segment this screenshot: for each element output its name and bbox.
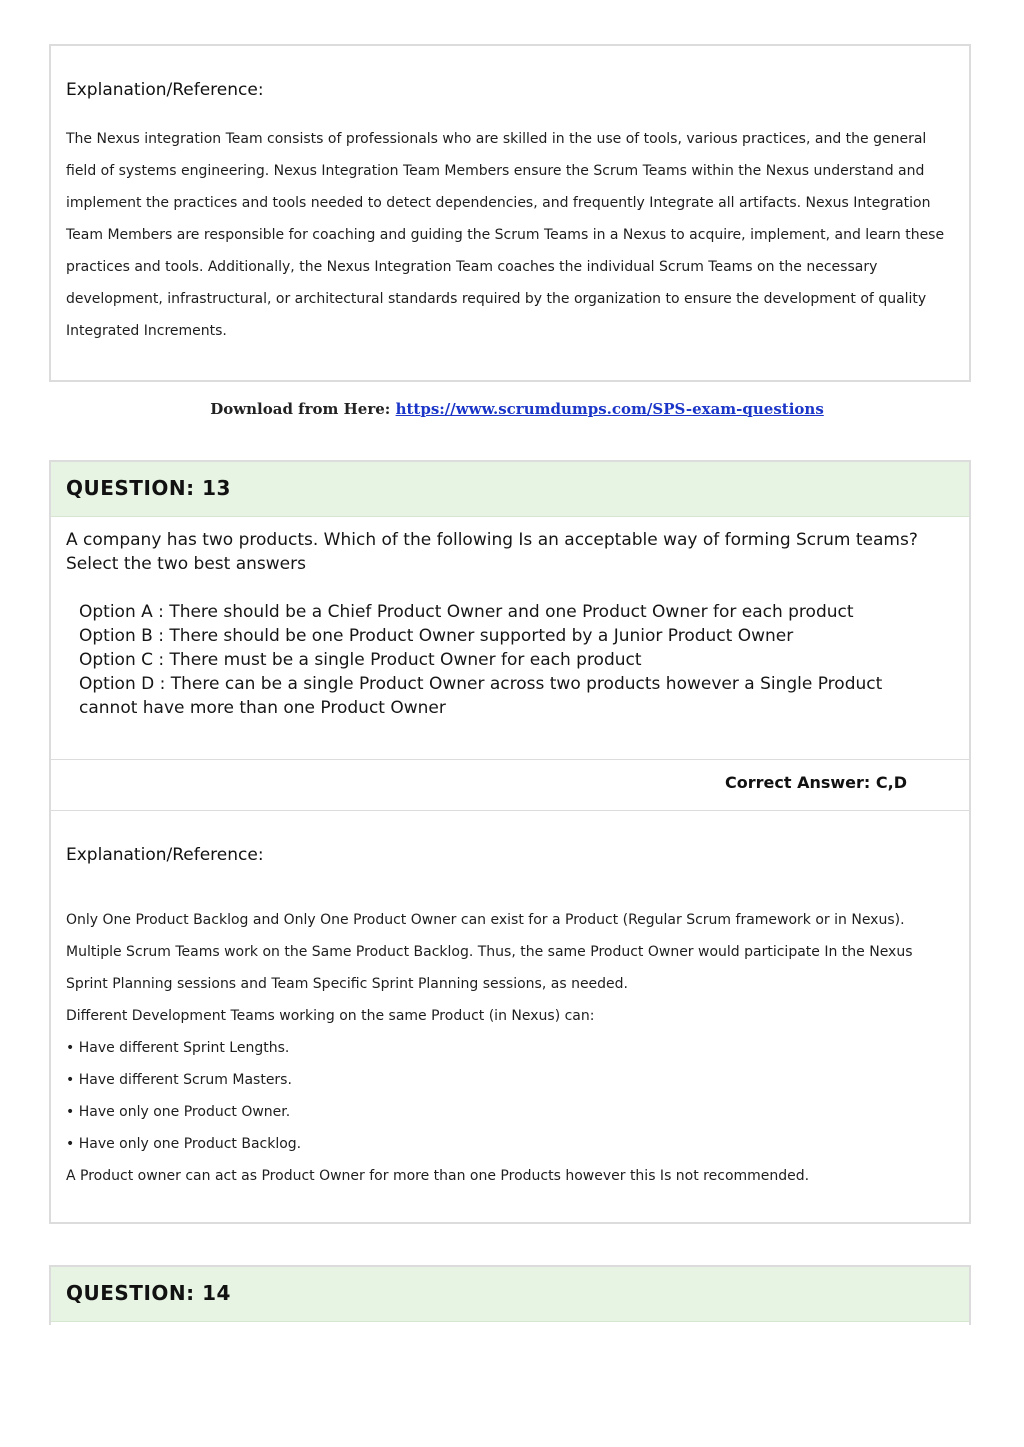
bullet-item: • Have only one Product Owner.: [66, 1104, 291, 1120]
download-line: [0, 400, 1024, 418]
question-header: [51, 1267, 969, 1322]
download-link[interactable]: https://www.scrumdumps.com/SPS-exam-questions: [395, 400, 824, 418]
divider: [51, 759, 969, 760]
bullet-item: • Have only one Product Backlog.: [66, 1136, 302, 1152]
explanation-heading: Explanation/Reference:: [66, 845, 264, 865]
options-list: [79, 600, 939, 720]
explanation-line: Different Development Teams working on the same Product (in Nexus) can:: [66, 1008, 595, 1024]
option-a: Option A : There should be a Chief Product Owner and one Product Owner for each product: [79, 602, 854, 622]
explanation-box-q12: [49, 44, 971, 382]
option-d: Option D : There can be a single Product Owner across two products however a Single Product cannot have more than one Product Owner: [79, 674, 883, 718]
explanation-line: A Product owner can act as Product Owner for more than one Products however this Is not recommended.: [66, 1168, 810, 1184]
question-title: QUESTION: 14: [66, 1281, 231, 1305]
correct-answer: Correct Answer: C,D: [725, 773, 907, 792]
explanation-line: Only One Product Backlog and Only One Product Owner can exist for a Product (Regular Scrum framework or in Nexus). Multiple Scrum Teams work on the Same Product Backlog. Thus, the same Product Owner would participate In the Nexus Sprint Planning sessions and Team Specific Sprint Planning sessions, as needed.: [66, 912, 913, 992]
bullet-item: • Have different Sprint Lengths.: [66, 1040, 290, 1056]
divider: [51, 810, 969, 811]
question-header: [51, 462, 969, 517]
download-label: Download from Here:: [210, 400, 391, 418]
explanation-paragraph: The Nexus integration Team consists of professionals who are skilled in the use of tools, various practices, and the general field of systems engineering. Nexus Integration Team Members ensure the Scrum Teams within the Nexus understand and implement the practices and tools needed to detect dependencies, and frequently Integrate all artifacts. Nexus Integration Team Members are responsible for coaching and guiding the Scrum Teams in a Nexus to acquire, implement, and learn these practices and tools. Additionally, the Nexus Integration Team coaches the individual Scrum Teams on the necessary development, infrastructural, or architectural standards required by the organization to ensure the development of quality Integrated Increments.: [66, 131, 945, 339]
explanation-body: [66, 904, 958, 1192]
bullet-item: • Have different Scrum Masters.: [66, 1072, 292, 1088]
question-text: A company has two products. Which of the following Is an acceptable way of forming Scrum teams? Select the two best answers: [66, 530, 918, 574]
question-title: QUESTION: 13: [66, 476, 231, 500]
question-13-box: [49, 460, 971, 1224]
option-b: Option B : There should be one Product Owner supported by a Junior Product Owner: [79, 626, 794, 646]
question-14-box: [49, 1265, 971, 1325]
explanation-heading: Explanation/Reference:: [66, 80, 264, 100]
option-c: Option C : There must be a single Product Owner for each product: [79, 650, 642, 670]
